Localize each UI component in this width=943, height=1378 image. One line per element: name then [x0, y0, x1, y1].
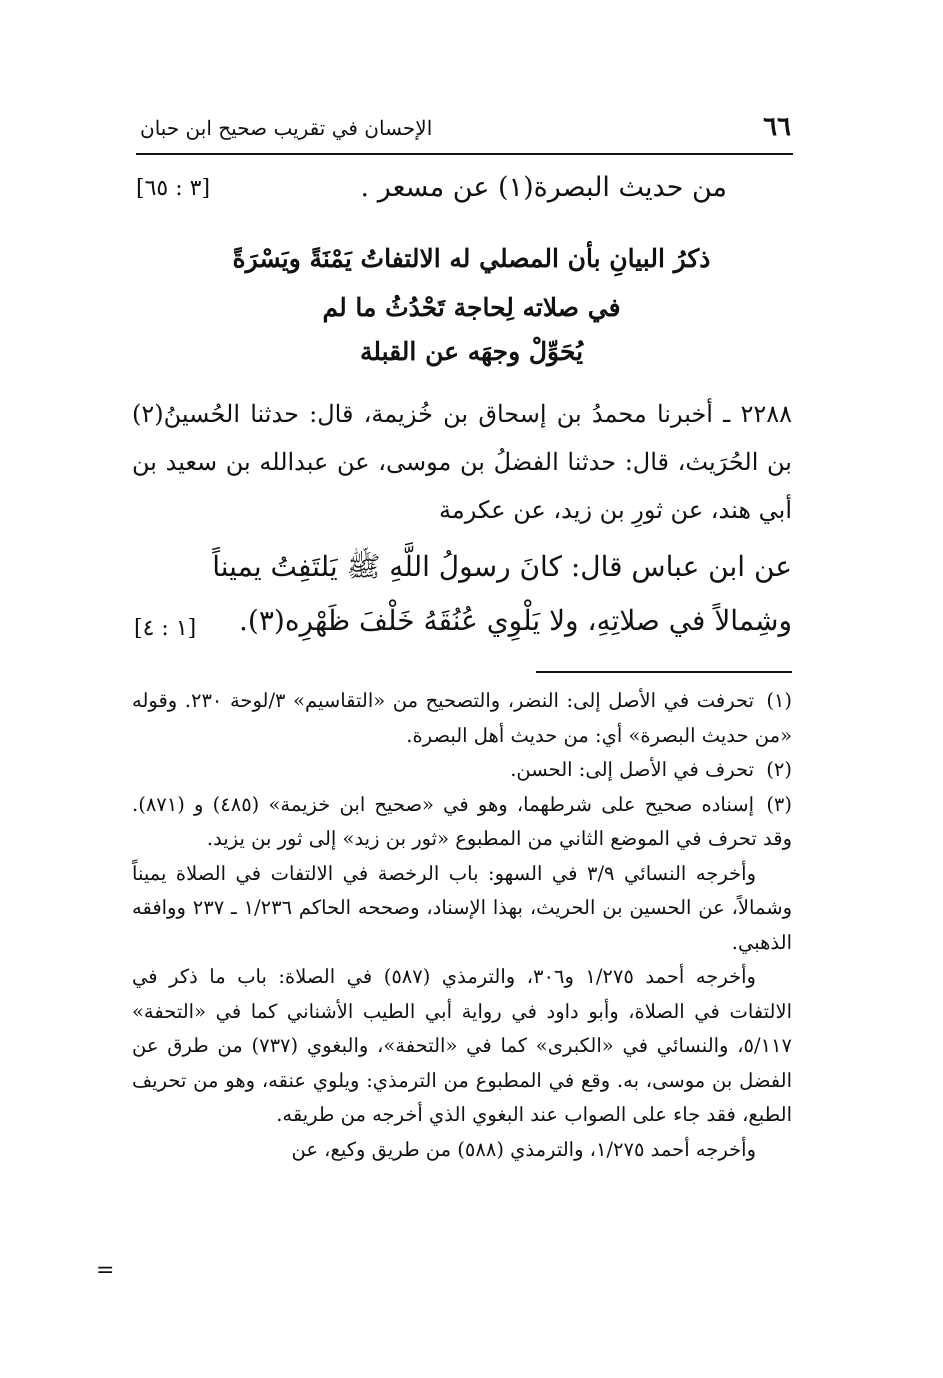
footnote-text: تحرفت في الأصل إلى: النضر، والتصحيح من «التقاسيم» ٣/لوحة ٢٣٠. وقوله «من حديث البصرة» أي: من حديث أهل البصرة. — [132, 689, 792, 747]
running-title: الإحسان في تقريب صحيح ابن حبان — [140, 116, 433, 140]
header-rule — [136, 153, 793, 155]
hadith-text: عن ابن عباس قال: كانَ رسولُ اللَّهِ ﷺ يَلتَفِتُ يميناً وشِمالاً في صلاتِهِ، ولا يَلْوِي عُنُقَهُ خَلْفَ ظَهْرِه(٣). — [212, 550, 792, 637]
footnote-3-paragraph-4: وأخرجه أحمد ١/٢٧٥، والترمذي (٥٨٨) من طريق وكيع، عن — [291, 1137, 756, 1161]
opening-line: من حديث البصرة(١) عن مسعر . — [360, 172, 727, 203]
footnote-3 — [132, 788, 792, 857]
chapter-heading-line2: في صلاته لِحاجة تَحْدُثُ ما لم — [322, 293, 621, 322]
footnote-number: (٢) — [766, 758, 792, 781]
footnote-number: (٣) — [766, 792, 793, 816]
footnote-3-paragraph-2: وأخرجه النسائي ٣/٩ في السهو: باب الرخصة في الالتفات في الصلاة يميناً وشمالاً، عن الحسين بن الحريث، بهذا الإسناد، وصححه الحاكم ١/٢٣٦ ـ ٢٣٧ ووافقه الذهبي. — [132, 861, 792, 954]
isnad-paragraph: ٢٢٨٨ ـ أخبرنا محمدُ بن إسحاق بن خُزيمة، قال: حدثنا الحُسينُ(٢) بن الحُرَيث، قال: حدثنا الفضلُ بن موسى، عن عبدالله بن سعيد بن أبي هند، عن ثورِ بن زيد، عن عكرمة — [132, 400, 792, 524]
chapter-heading-line3: يُحَوِّلْ وجهَه عن القبلة — [359, 337, 584, 366]
footnote-text: إسناده صحيح على شرطهما، وهو في «صحيح ابن خزيمة» (٤٨٥) و (٨٧١). وقد تحرف في الموضع الثاني من المطبوع «ثور بن زيد» إلى ثور بن يزيد. — [132, 792, 792, 850]
footnote-rule — [536, 671, 792, 673]
footnotes — [132, 684, 792, 1167]
footnote-text: تحرف في الأصل إلى: الحسن. — [510, 758, 754, 781]
footnote-3-paragraph-3: وأخرجه أحمد ١/٢٧٥ و٣٠٦، والترمذي (٥٨٧) في الصلاة: باب ما ذكر في الالتفات في الصلاة، وأبو داود في رواية أبي الطيب الأشناني كما في «التحفة» ٥/١١٧، والنسائي في «الكبرى» كما في «التحفة»، والبغوي (٧٣٧) من طرق عن الفضل بن موسى، به. وقع في المطبوع من الترمذي: ويلوي عنقه، وهو من تحريف الطبع، فقد جاء على الصواب عند البغوي الذي أخرجه من طريقه. — [132, 965, 792, 1126]
footnote-1 — [132, 684, 792, 753]
hadith-reference: [١ : ٤] — [134, 616, 197, 641]
footnote-number: (١) — [766, 689, 793, 712]
chapter-heading-line1: ذكرُ البيانِ بأن المصلي له الالتفاتُ يَمْنَةً ويَسْرَةً — [232, 244, 711, 273]
continuation-mark: = — [96, 1258, 115, 1283]
volume-reference: [٣ : ٦٥] — [136, 176, 211, 201]
page-number: ٦٦ — [763, 112, 791, 142]
footnote-2 — [132, 753, 792, 788]
